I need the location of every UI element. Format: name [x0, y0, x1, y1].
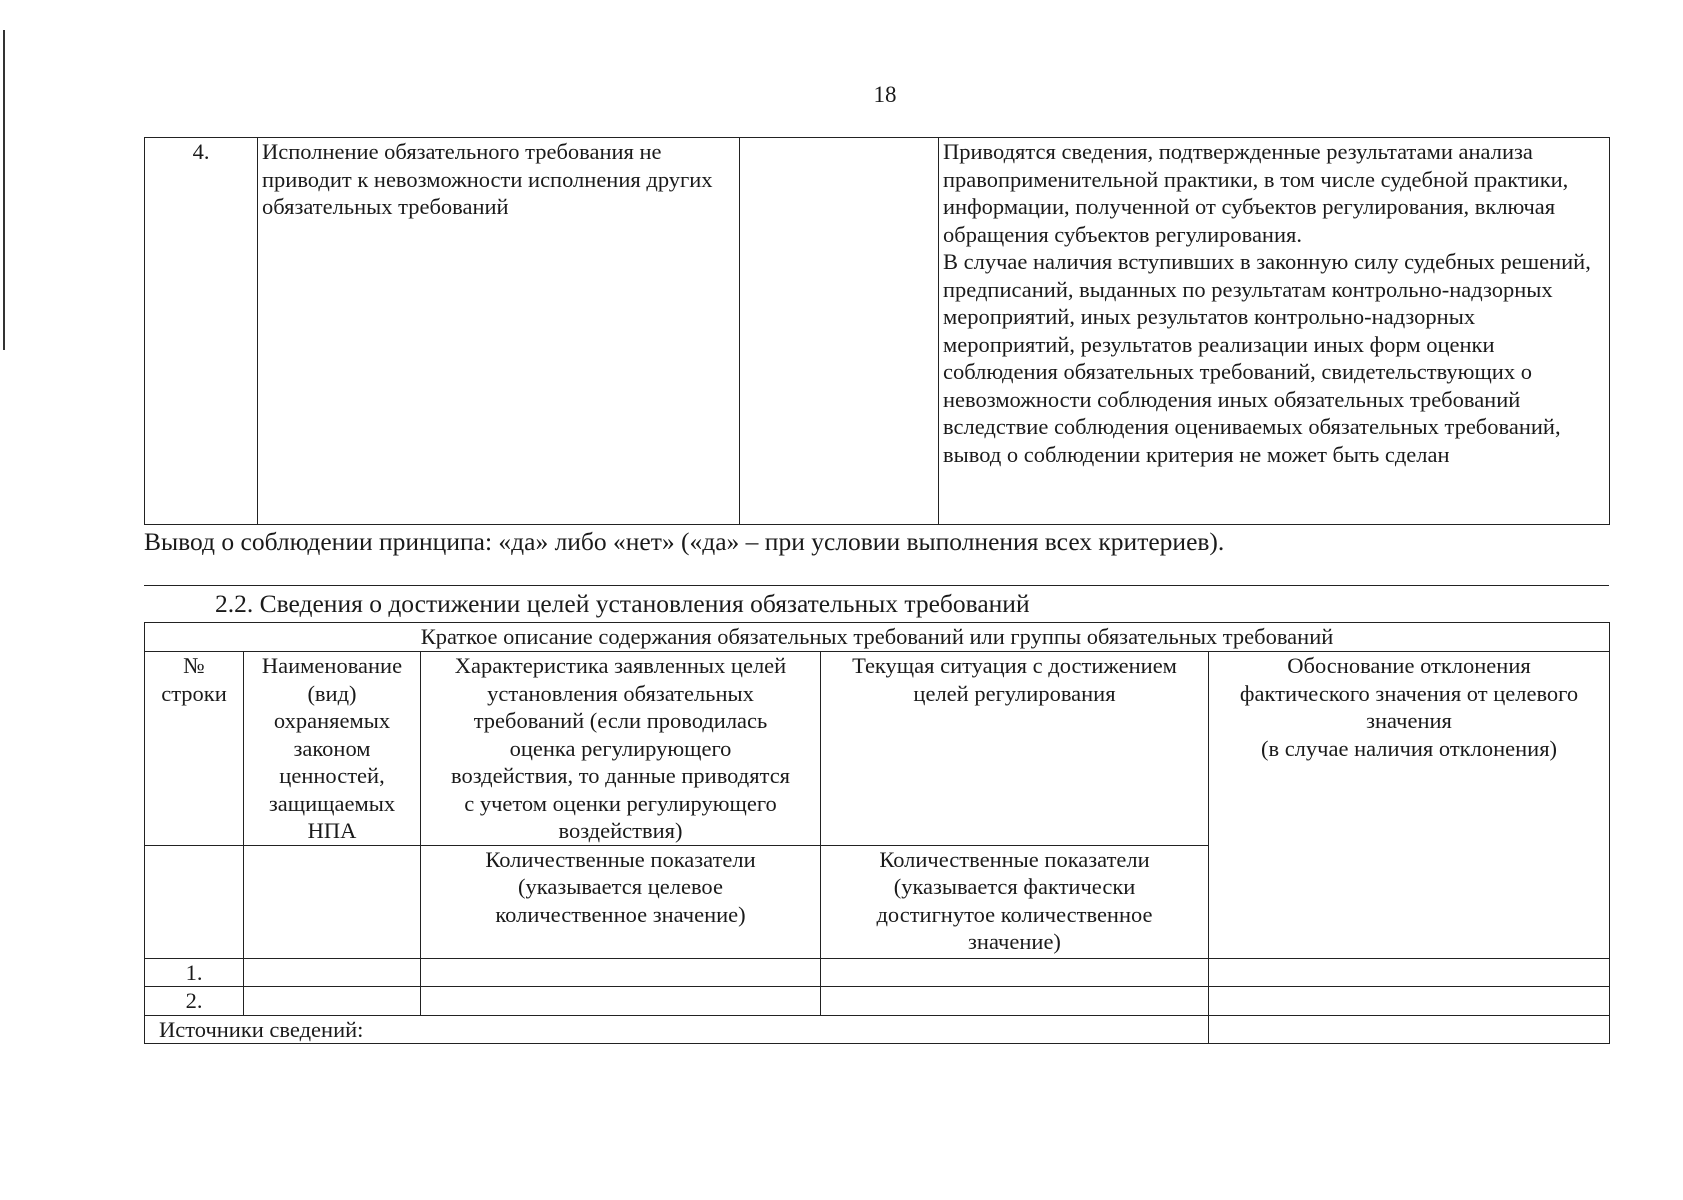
principle-conclusion: Вывод о соблюдении принципа: «да» либо «нет» («да» – при условии выполнения всех критериев).	[144, 527, 1225, 556]
criterion-number: 4.	[145, 138, 258, 525]
criteria-table	[144, 137, 1610, 525]
table-cell	[244, 987, 421, 1016]
left-margin-line	[3, 30, 5, 350]
table-row	[145, 1015, 1610, 1044]
table-cell	[244, 958, 421, 987]
table-cell	[1209, 987, 1610, 1016]
header-row-number: № строки	[145, 652, 244, 846]
row-number: 1.	[145, 958, 244, 987]
subheader-empty	[145, 845, 244, 958]
table-cell	[1209, 958, 1610, 987]
table-cell	[421, 987, 821, 1016]
table-cell	[821, 987, 1209, 1016]
goals-table	[144, 622, 1610, 1044]
table-cell	[421, 958, 821, 987]
criterion-text: Исполнение обязательного требования не приводит к невозможности исполнения других обязательных требований	[258, 138, 740, 525]
table-row	[145, 138, 1610, 525]
header-goals-characteristic: Характеристика заявленных целей установления обязательных требований (если проводилась оценка регулирующего воздействия, то данные приводятся с учетом оценки регулирующего воздействия)	[421, 652, 821, 846]
criterion-value	[740, 138, 939, 525]
table-row	[145, 623, 1610, 652]
divider	[144, 585, 1609, 586]
header-current-situation: Текущая ситуация с достижением целей регулирования	[821, 652, 1209, 846]
header-deviation-justification: Обоснование отклонения фактического значения от целевого значения (в случае наличия отклонения)	[1209, 652, 1610, 959]
row-number: 2.	[145, 987, 244, 1016]
subheader-empty	[244, 845, 421, 958]
section-heading: 2.2. Сведения о достижении целей установления обязательных требований	[215, 589, 1030, 618]
table-cell	[1209, 1015, 1610, 1044]
subheader-target-quantitative: Количественные показатели (указывается целевое количественное значение)	[421, 845, 821, 958]
header-values-name: Наименование (вид) охраняемых законом ценностей, защищаемых НПА	[244, 652, 421, 846]
sources-label: Источники сведений:	[145, 1015, 1209, 1044]
table-row	[145, 987, 1610, 1016]
table-header-row	[145, 652, 1610, 846]
page-number: 18	[873, 82, 897, 107]
table-cell	[821, 958, 1209, 987]
criterion-explanation: Приводятся сведения, подтвержденные результатами анализа правоприменительной практики, в том числе судебной практики, информации, полученной от субъектов регулирования, включая обращения субъектов регулирования. В случае наличия вступивших в законную силу судебных решений, предписаний, выданных по результатам контрольно-надзорных мероприятий, иных результатов контрольно-надзорных мероприятий, результатов реализации иных форм оценки соблюдения обязательных требований, свидетельствующих о невозможности соблюдения иных обязательных требований вследствие соблюдения оцениваемых обязательных требований, вывод о соблюдении критерия не может быть сделан	[939, 138, 1610, 525]
table-row	[145, 958, 1610, 987]
subheader-actual-quantitative: Количественные показатели (указывается фактически достигнутое количественное значение)	[821, 845, 1209, 958]
table-caption: Краткое описание содержания обязательных требований или группы обязательных требований	[145, 623, 1610, 652]
